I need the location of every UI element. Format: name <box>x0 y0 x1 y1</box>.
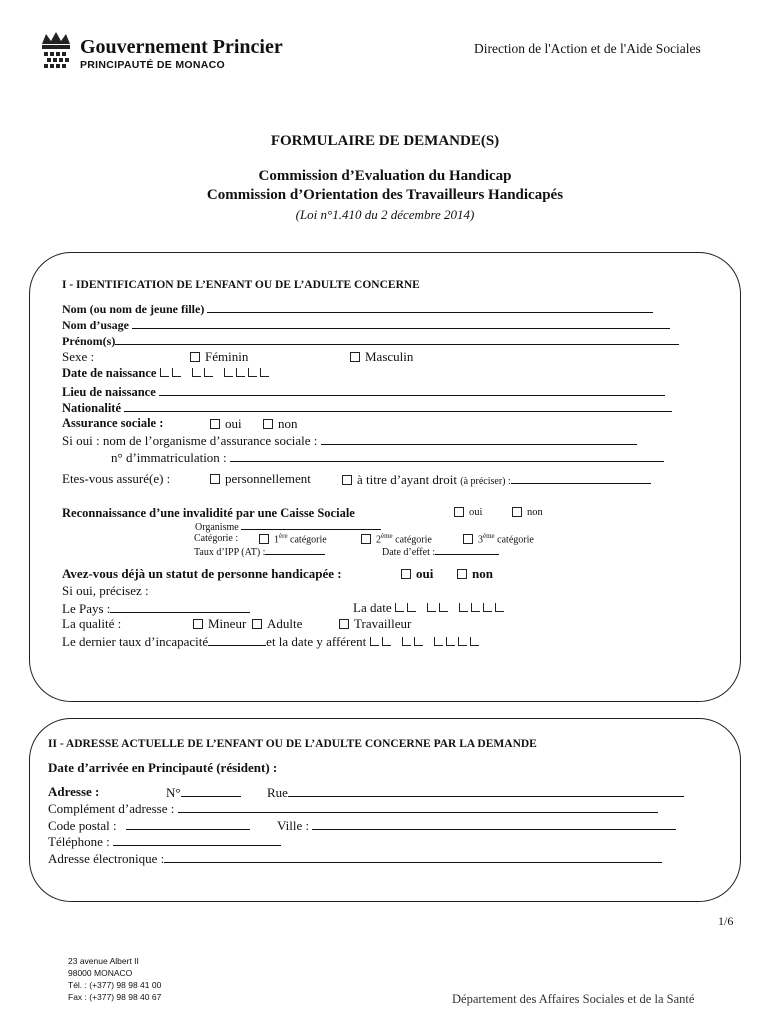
statut-oui-label: oui <box>416 566 434 581</box>
feminin-label: Féminin <box>205 349 249 364</box>
page-number: 1/6 <box>718 914 734 928</box>
pays-label: Le Pays : <box>62 601 111 616</box>
statut-date-field[interactable] <box>353 600 507 616</box>
invalidite-oui-checkbox[interactable] <box>454 507 482 518</box>
prenoms-label: Prénom(s) <box>62 334 116 348</box>
form-title: FORMULAIRE DE DEMANDE(S) <box>270 133 500 149</box>
sexe-label: Sexe : <box>62 349 95 364</box>
complement-field[interactable] <box>48 800 658 817</box>
categorie-3-checkbox[interactable] <box>463 532 534 545</box>
nom-label: Nom (ou nom de jeune fille) <box>62 302 205 316</box>
personnellement-label: personnellement <box>225 471 311 486</box>
immatriculation-label: n° d’immatriculation : <box>111 450 227 465</box>
section-2-heading: II - ADRESSE ACTUELLE DE L’ENFANT OU DE L’ADULTE CONCERNE PAR LA DEMANDE <box>48 738 537 750</box>
organisme-assurance-field[interactable] <box>62 432 637 449</box>
categorie-3-number: 3 <box>478 534 483 546</box>
invalidite-non-label: non <box>527 507 543 518</box>
assurance-oui-label: oui <box>225 416 242 431</box>
immatriculation-field[interactable] <box>111 449 664 466</box>
organisme-assurance-label: Si oui : nom de l’organisme d’assurance sociale : <box>62 433 318 448</box>
travailleur-label: Travailleur <box>354 616 412 631</box>
assurance-non-label: non <box>278 416 298 431</box>
categorie-2-word: catégorie <box>395 534 432 546</box>
categorie-2-number: 2 <box>376 534 381 546</box>
dernier-taux-field[interactable] <box>62 633 482 650</box>
adulte-checkbox[interactable] <box>252 616 302 632</box>
email-field[interactable] <box>48 850 662 867</box>
dernier-taux-label: Le dernier taux d’incapacité <box>62 634 209 649</box>
law-reference: (Loi n°1.410 du 2 décembre 2014) <box>295 207 475 222</box>
date-effet-field[interactable] <box>382 545 499 558</box>
lieu-naissance-label: Lieu de naissance <box>62 385 156 399</box>
footer-address-2: 98000 MONACO <box>68 968 133 978</box>
org-name: Gouvernement Princier <box>80 36 283 58</box>
travailleur-checkbox[interactable] <box>339 616 411 632</box>
nationalite-label: Nationalité <box>62 401 122 415</box>
ville-label: Ville : <box>277 818 310 833</box>
section-1-heading: I - IDENTIFICATION DE L’ENFANT OU DE L’ADULTE CONCERNE <box>62 279 420 291</box>
footer-tel: Tél. : (+377) 98 98 41 00 <box>68 980 162 990</box>
qualite-label: La qualité : <box>62 616 122 631</box>
nationalite-field[interactable] <box>62 399 672 416</box>
lieu-naissance-field[interactable] <box>62 383 665 400</box>
telephone-label: Téléphone : <box>48 834 110 849</box>
nom-field[interactable] <box>62 300 653 317</box>
invalidite-label: Reconnaissance d’une invalidité par une Caisse Sociale <box>62 506 355 520</box>
telephone-field[interactable] <box>48 833 281 850</box>
email-label: Adresse électronique : <box>48 851 165 866</box>
categorie-1-number: 1 <box>274 534 279 546</box>
numero-field[interactable] <box>166 784 241 801</box>
categorie-3-word: catégorie <box>497 534 534 546</box>
personnellement-checkbox[interactable] <box>210 471 311 487</box>
commission-line-2: Commission d’Orientation des Travailleurs Handicapés <box>206 187 564 203</box>
invalidite-non-checkbox[interactable] <box>512 507 543 518</box>
categorie-3-sup: ème <box>483 532 495 540</box>
statut-non-label: non <box>472 566 493 581</box>
ayant-droit-label: à titre d’ayant droit <box>357 472 457 487</box>
categorie-label: Catégorie : <box>194 533 239 544</box>
masculin-checkbox[interactable] <box>350 349 413 365</box>
taux-ipp-field[interactable] <box>194 545 325 558</box>
footer-fax: Fax : (+377) 98 98 40 67 <box>68 992 162 1002</box>
footer-department: Département des Affaires Sociales et de la Santé <box>452 992 695 1006</box>
commission-line-1: Commission d’Evaluation du Handicap <box>258 168 512 184</box>
org-subtitle: PRINCIPAUTÉ DE MONACO <box>80 59 225 71</box>
date-afferent-label: et la date y afférent <box>266 634 367 649</box>
rue-field[interactable] <box>267 784 684 801</box>
footer-address-1: 23 avenue Albert II <box>68 956 139 966</box>
assurance-label: Assurance sociale : <box>62 416 164 430</box>
direction-label: Direction de l'Action et de l'Aide Sociales <box>474 41 701 56</box>
taux-ipp-label: Taux d’IPP (AT) : <box>194 547 266 558</box>
categorie-2-sup: ème <box>381 532 393 540</box>
date-arrivee-label[interactable]: Date d’arrivée en Principauté (résident) : <box>48 760 278 775</box>
code-postal-field[interactable] <box>48 817 250 834</box>
date-naissance-label: Date de naissance <box>62 366 157 380</box>
numero-label: N° <box>166 785 181 800</box>
code-postal-label: Code postal : <box>48 818 117 833</box>
crown-logo-icon <box>38 30 74 74</box>
mineur-label: Mineur <box>208 616 247 631</box>
pays-field[interactable] <box>62 600 250 617</box>
statut-oui-checkbox[interactable] <box>401 566 433 582</box>
statut-label: Avez-vous déjà un statut de personne handicapée : <box>62 566 342 581</box>
categorie-2-checkbox[interactable] <box>361 532 432 545</box>
nom-usage-label: Nom d’usage <box>62 318 130 332</box>
rue-label: Rue <box>267 785 288 800</box>
si-oui-precisez-label: Si oui, précisez : <box>62 583 149 598</box>
organisme-label: Organisme <box>195 522 239 533</box>
ville-field[interactable] <box>277 817 676 834</box>
assure-label: Etes-vous assuré(e) : <box>62 471 171 486</box>
categorie-1-word: catégorie <box>290 534 327 546</box>
prenoms-field[interactable] <box>62 332 679 349</box>
statut-non-checkbox[interactable] <box>457 566 493 582</box>
date-naissance-field[interactable] <box>62 366 272 381</box>
masculin-label: Masculin <box>365 349 414 364</box>
nom-usage-field[interactable] <box>62 316 670 333</box>
a-preciser-label: (à préciser) : <box>460 476 511 487</box>
mineur-checkbox[interactable] <box>193 616 246 632</box>
categorie-1-checkbox[interactable] <box>259 532 327 545</box>
complement-label: Complément d’adresse : <box>48 801 175 816</box>
feminin-checkbox[interactable] <box>190 349 248 365</box>
assurance-oui-checkbox[interactable] <box>210 416 242 432</box>
assurance-non-checkbox[interactable] <box>263 416 298 432</box>
date-effet-label: Date d’effet : <box>382 547 436 558</box>
categorie-1-sup: ère <box>279 532 288 540</box>
adulte-label: Adulte <box>267 616 303 631</box>
invalidite-oui-label: oui <box>469 507 483 518</box>
statut-date-label: La date <box>353 600 392 615</box>
adresse-label: Adresse : <box>48 784 100 799</box>
ayant-droit-checkbox[interactable] <box>342 471 651 488</box>
